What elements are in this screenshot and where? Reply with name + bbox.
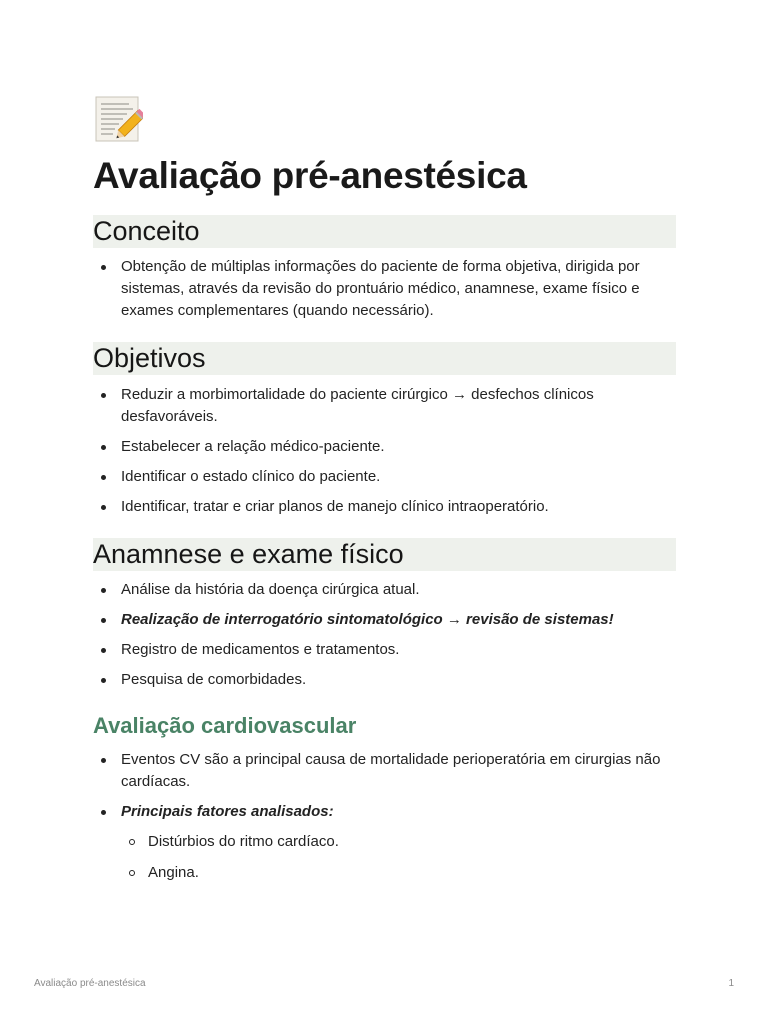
list-item: Registro de medicamentos e tratamentos. [93,639,676,661]
list-item: Obtenção de múltiplas informações do paciente de forma objetiva, dirigida por sistemas, através da revisão do prontuário médico, anamnese, exame físico e exames complementares (quando necessário). [93,256,676,322]
list-item: Identificar, tratar e criar planos de manejo clínico intraoperatório. [93,496,676,518]
conceito-list [93,256,676,322]
list-item: Análise da história da doença cirúrgica atual. [93,579,676,601]
bullet-icon [101,758,106,763]
cardiovascular-list [93,749,676,823]
bullet-icon [101,445,106,450]
objetivos-list [93,384,676,518]
sub-list-item: Distúrbios do ritmo cardíaco. [93,831,676,853]
list-item: Reduzir a morbimortalidade do paciente cirúrgico → desfechos clínicos desfavoráveis. [93,384,676,428]
bullet-icon [101,618,106,623]
footer-document-title: Avaliação pré-anestésica [34,978,146,989]
list-item: Eventos CV são a principal causa de mortalidade perioperatória em cirurgias não cardíacas. [93,749,676,793]
section-heading-conceito: Conceito [93,215,676,248]
list-item: Identificar o estado clínico do paciente. [93,466,676,488]
section-heading-anamnese: Anamnese e exame físico [93,538,676,571]
footer-page-number: 1 [728,978,734,989]
bullet-icon [101,505,106,510]
memo-pencil-icon [93,95,143,145]
bullet-icon [101,588,106,593]
page-title: Avaliação pré-anestésica [93,155,527,196]
sub-list-item: Angina. [93,862,676,884]
hollow-bullet-icon [129,870,135,876]
section-heading-objetivos: Objetivos [93,342,676,375]
list-item: Principais fatores analisados: [93,801,676,823]
list-item: Pesquisa de comorbidades. [93,669,676,691]
hollow-bullet-icon [129,839,135,845]
bullet-icon [101,475,106,480]
document-page [93,95,676,893]
subsection-heading-cardiovascular: Avaliação cardiovascular [93,713,357,738]
fatores-sublist [93,831,676,884]
bullet-icon [101,678,106,683]
bullet-icon [101,265,106,270]
bullet-icon [101,393,106,398]
list-item: Realização de interrogatório sintomatológico → revisão de sistemas! [93,609,676,631]
bullet-icon [101,648,106,653]
bullet-icon [101,810,106,815]
list-item: Estabelecer a relação médico-paciente. [93,436,676,458]
anamnese-list [93,579,676,691]
